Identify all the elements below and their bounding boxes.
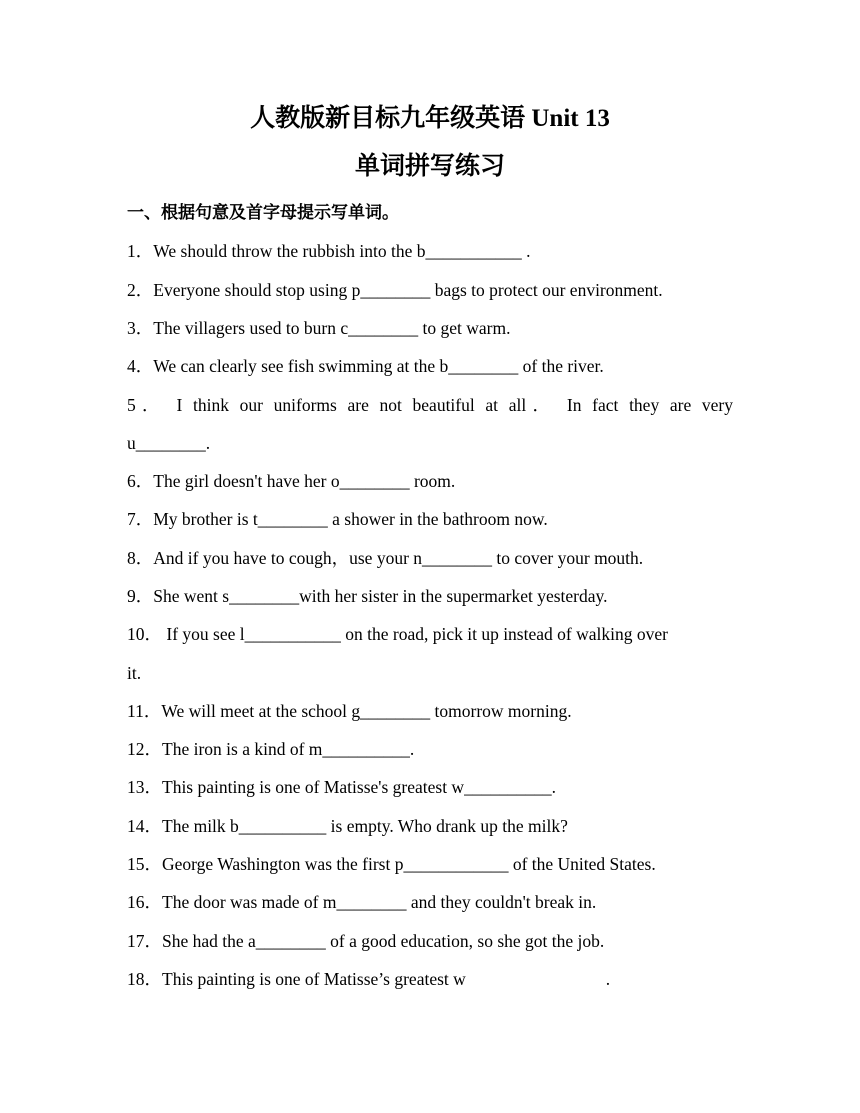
question-16: 16．The door was made of m________ and they couldn't break in.: [127, 892, 597, 912]
question-18-period: .: [605, 969, 611, 989]
question-10-line-2: it.: [127, 663, 142, 683]
question-10-line-1: 10． If you see l___________ on the road, pick it up instead of walking over: [127, 624, 668, 644]
question-9: 9．She went s________with her sister in the supermarket yesterday.: [127, 586, 608, 606]
question-1: 1．We should throw the rubbish into the b___________ .: [127, 241, 531, 261]
question-18-text: 18．This painting is one of Matisse’s greatest w: [127, 969, 466, 989]
document-subtitle: 单词拼写练习: [354, 153, 505, 180]
question-6: 6．The girl doesn't have her o________ room.: [127, 471, 456, 491]
document-title: 人教版新目标九年级英语 Unit 13: [250, 105, 610, 132]
question-15: 15．George Washington was the first p____________ of the United States.: [127, 854, 656, 874]
question-12: 12．The iron is a kind of m__________.: [127, 739, 415, 759]
question-2: 2．Everyone should stop using p________ bags to protect our environment.: [127, 280, 663, 300]
question-5-line-1: 5． I think our uniforms are not beautiful at all． In fact they are very: [127, 395, 733, 415]
question-8: 8．And if you have to cough，use your n________ to cover your mouth.: [127, 548, 644, 568]
question-7: 7．My brother is t________ a shower in the bathroom now.: [127, 509, 548, 529]
question-18: [127, 968, 733, 990]
question-3: 3．The villagers used to burn c________ to get warm.: [127, 318, 511, 338]
section-heading: 一、根据句意及首字母提示写单词。: [127, 203, 399, 222]
question-5-line-2: u________.: [127, 433, 211, 453]
question-14: 14．The milk b__________ is empty. Who drank up the milk?: [127, 816, 568, 836]
question-13: 13．This painting is one of Matisse's greatest w__________.: [127, 777, 556, 797]
question-4: 4．We can clearly see fish swimming at the b________ of the river.: [127, 356, 604, 376]
question-17: 17．She had the a________ of a good education, so she got the job.: [127, 931, 605, 951]
question-11: 11．We will meet at the school g________ tomorrow morning.: [127, 701, 572, 721]
